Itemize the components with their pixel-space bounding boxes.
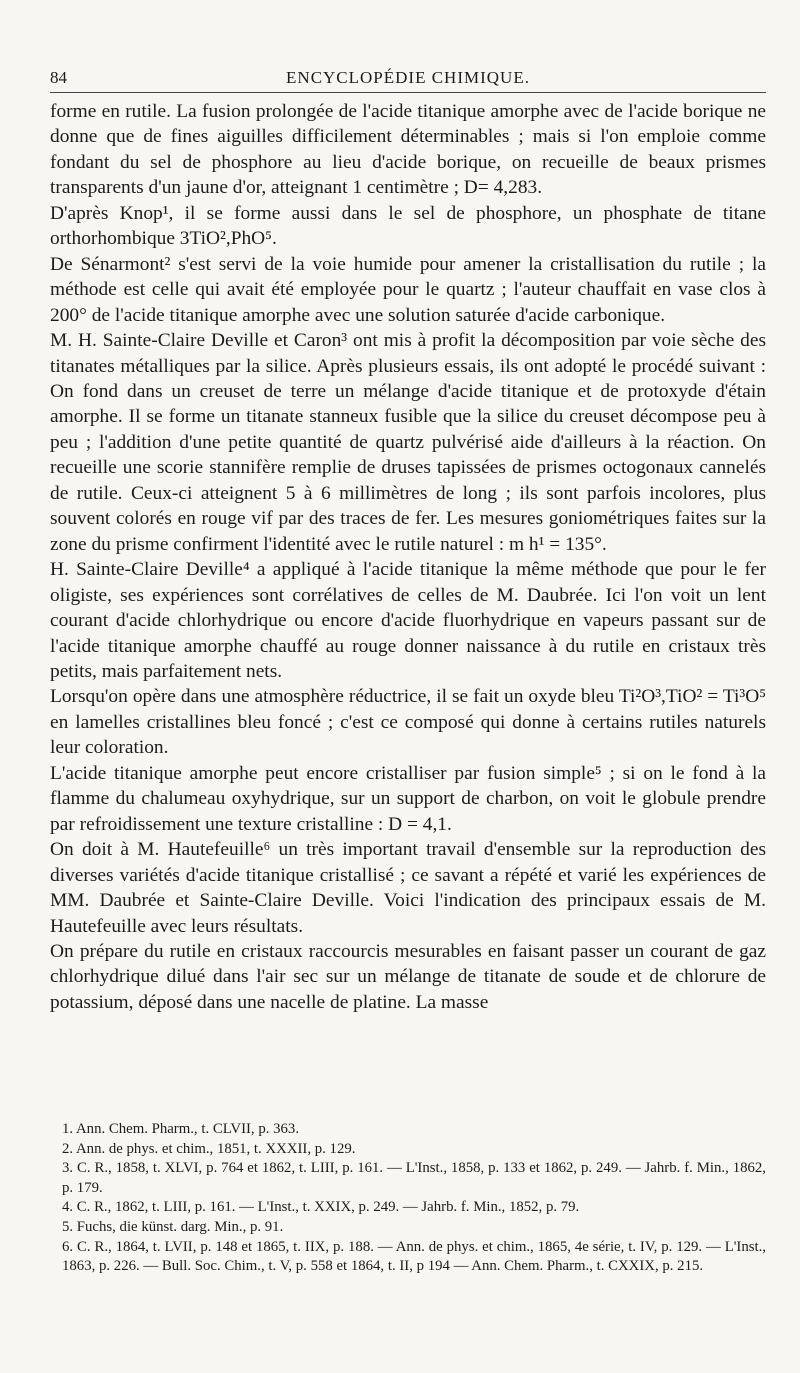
body-text	[50, 99, 766, 1015]
paragraph-deville-method: H. Sainte-Claire Deville⁴ a appliqué à l'acide titanique la même méthode que pour le fer oligiste, ses expériences sont corrélatives de celles de M. Daubrée. Ici l'on voit un lent courant d'acide chlorhydrique ou encore d'acide fluorhydrique en vapeurs passant sur de l'acide titanique amorphe chauffé au rouge donner naissance à du rutile en cristaux très petits, mais parfaitement nets.	[50, 559, 766, 682]
footnote-1: 1. Ann. Chem. Pharm., t. CLVII, p. 363.	[62, 1121, 300, 1137]
paragraph-reducing-atmosphere: Lorsqu'on opère dans une atmosphère réductrice, il se fait un oxyde bleu Ti²O³,TiO² = Ti³O⁵ en lamelles cristallines bleu foncé ; c'est ce composé qui donne à certains rutiles naturels leur coloration.	[50, 686, 766, 759]
paragraph-rutile-fusion: forme en rutile. La fusion prolongée de l'acide titanique amorphe avec de l'acide borique ne donne que de fines aiguilles difficilement déterminables ; mais si l'on emploie comme fondant du sel de phosphore au lieu d'acide borique, on recueille de beaux prismes transparents d'un jaune d'or, atteignant 1 centimètre ; D= 4,283.	[50, 101, 766, 199]
paragraph-deville-caron: M. H. Sainte-Claire Deville et Caron³ ont mis à profit la décomposition par voie sèche des titanates métalliques par la silice. Après plusieurs essais, ils ont adopté le procédé suivant : On fond dans un creuset de terre un mélange d'acide titanique et de protoxyde d'étain amorphe. Il se forme un titanate stanneux fusible que la silice du creuset décompose peu à peu ; l'addition d'une petite quantité de quartz pulvérisé aide d'ailleurs à la réaction. On recueille une scorie stannifère remplie de druses tapissées de prismes octogonaux cannelés de rutile. Ceux-ci atteignent 5 à 6 millimètres de long ; ils sont parfois incolores, plus souvent colorés en rouge vif par des traces de fer. Les mesures goniométriques faites sur la zone du prisme confirment l'identité avec le rutile naturel : m h¹ = 135°.	[50, 330, 766, 555]
running-title: ENCYCLOPÉDIE CHIMIQUE.	[286, 68, 530, 87]
paragraph-simple-fusion: L'acide titanique amorphe peut encore cristalliser par fusion simple⁵ ; si on le fond à la flamme du chalumeau oxyhydrique, sur un support de charbon, on voit le globule prendre par refroidissement une texture cristalline : D = 4,1.	[50, 762, 766, 835]
footnotes	[50, 1120, 766, 1277]
paragraph-senarmont: De Sénarmont² s'est servi de la voie humide pour amener la cristallisation du rutile ; la méthode est celle qui avait été employée pour le quartz ; l'auteur chauffait en vase clos à 200° de l'acide titanique amorphe avec une solution saturée d'acide carbonique.	[50, 253, 766, 326]
page-header	[50, 66, 766, 93]
footnote-6: 6. C. R., 1864, t. LVII, p. 148 et 1865, t. IIX, p. 188. — Ann. de phys. et chim., 1865, 4e série, t. IV, p. 129. — L'Inst., 1863, p. 226. — Bull. Soc. Chim., t. V, p. 558 et 1864, t. II, p 194 — Ann. Chem. Pharm., t. CXXIX, p. 215.	[62, 1238, 766, 1275]
paragraph-knop: D'après Knop¹, il se forme aussi dans le sel de phosphore, un phosphate de titane orthorhombique 3TiO²,PhO⁵.	[50, 202, 766, 250]
footnote-2: 2. Ann. de phys. et chim., 1851, t. XXXII, p. 129.	[62, 1140, 356, 1157]
footnote-4: 4. C. R., 1862, t. LIII, p. 161. — L'Inst., t. XXIX, p. 249. — Jahrb. f. Min., 1852, p. 79.	[62, 1199, 580, 1216]
paragraph-hautefeuille: On doit à M. Hautefeuille⁶ un très important travail d'ensemble sur la reproduction des diverses variétés d'acide titanique cristallisé ; ce savant a répété et varié les expériences de MM. Daubrée et Sainte-Claire Deville. Voici l'indication des principaux essais de M. Hautefeuille avec leurs résultats.	[50, 839, 766, 937]
page	[50, 66, 766, 1015]
footnote-5: 5. Fuchs, die künst. darg. Min., p. 91.	[62, 1218, 284, 1235]
footnote-3: 3. C. R., 1858, t. XLVI, p. 764 et 1862, t. LIII, p. 161. — L'Inst., 1858, p. 133 et 1862, p. 249. — Jahrb. f. Min., 1862, p. 179.	[62, 1160, 766, 1196]
page-number: 84	[50, 68, 67, 87]
paragraph-preparation: On prépare du rutile en cristaux raccourcis mesurables en faisant passer un courant de gaz chlorhydrique dilué dans l'air sec sur un mélange de titanate de soude et de chlorure de potassium, déposé dans une nacelle de platine. La masse	[50, 940, 766, 1013]
